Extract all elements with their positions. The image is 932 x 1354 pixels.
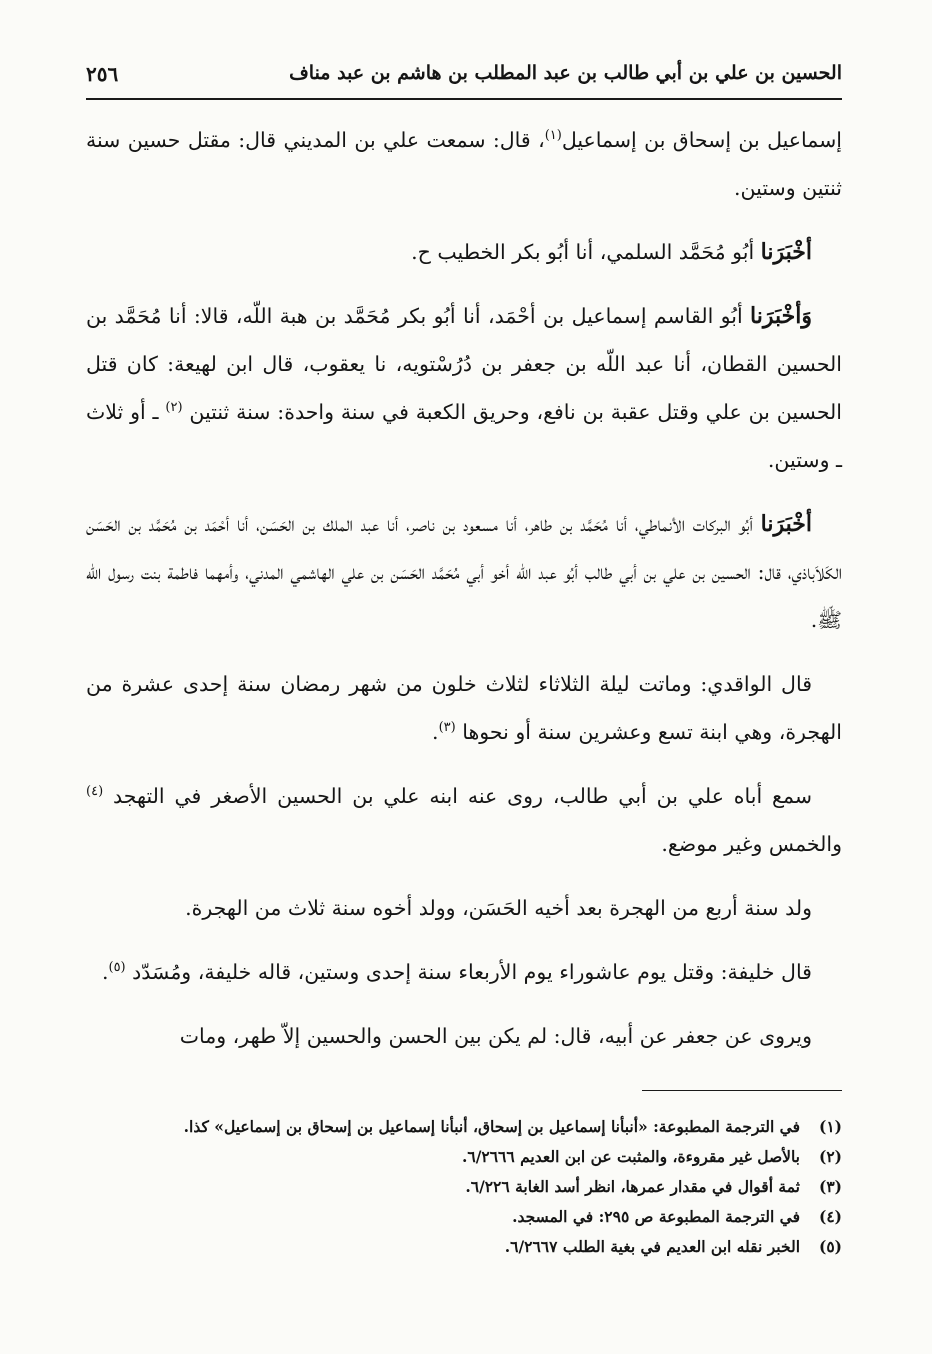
page-number: ٢٥٦ — [86, 62, 119, 86]
footnote-1 — [90, 1112, 842, 1142]
footnote-text: في الترجمة المطبوعة: «أنبأنا إسماعيل بن إسحاق، أنبأنا إسماعيل بن إسحاق بن إسماعيل» كذا. — [183, 1117, 800, 1136]
header-rule — [86, 98, 842, 100]
main-text — [86, 116, 842, 1076]
footnote-ref: (٢) — [165, 400, 183, 416]
paragraph — [86, 500, 842, 644]
text-run: ويروى عن جعفر عن أبيه، قال: لم يكن بين الحسن والحسين إلاّ طهر، ومات — [179, 1024, 812, 1048]
text-run: ـ أو ثلاث ـ وستين. — [86, 400, 842, 472]
footnote-4 — [90, 1202, 842, 1232]
footnote-number: (٣) — [818, 1177, 842, 1196]
footnote-text: ثمة أقوال في مقدار عمرها، انظر أسد الغابة ٦/٢٢٦. — [465, 1177, 800, 1196]
footnote-number: (٥) — [818, 1237, 842, 1256]
text-run: أبُو البركات الأنماطي، أنا مُحَمَّد بن طاهر، أنا مسعود بن ناصر، أنا عبد الملك بن الحَسَن، أنا أحْمَد بن مُحَمَّد بن الحَسَن الكَلاَباذي، قال: الحسين بن علي بن أبي طالب أبُو عبد اللّه أخو أبي مُحَمَّد الحَسَن بن علي الهاشمي المدني، وأمهما فاطمة بنت رسول اللّه ﷺ. — [86, 512, 842, 632]
footnote-5 — [90, 1232, 842, 1262]
footnote-ref: (٥) — [108, 960, 126, 976]
paragraph — [86, 772, 842, 868]
text-run: إسماعيل بن إسحاق بن إسماعيل — [561, 128, 842, 152]
footnote-ref: (٤) — [86, 784, 104, 800]
paragraph — [86, 228, 842, 276]
footnote-text: بالأصل غير مقروءة، والمثبت عن ابن العديم ٦/٢٦٦٦. — [462, 1147, 800, 1166]
paragraph — [86, 292, 842, 484]
footnote-ref: (٣) — [438, 720, 456, 736]
narration-keyword: وَأخْبَرَنا — [750, 303, 812, 329]
text-run: أبُو القاسم إسماعيل بن أحْمَد، أنا أبُو بكر مُحَمَّد بن هبة اللّه، قالا: أنا مُحَمَّد بن الحسين القطان، أنا عبد اللّه بن جعفر بن دُرُسْتويه، نا يعقوب، قال ابن لهيعة: كان قتل الحسين بن علي وقتل عقبة بن نافع، وحريق الكعبة في سنة واحدة: سنة ثنتين — [86, 304, 842, 424]
footnote-ref: (١) — [544, 128, 562, 144]
text-run: . — [432, 720, 439, 744]
footnote-number: (٢) — [818, 1147, 842, 1166]
text-run: سمع أباه علي بن أبي طالب، روى عنه ابنه علي بن الحسين الأصغر في التهجد — [103, 784, 812, 808]
footnote-text: في الترجمة المطبوعة ص ٢٩٥: في المسجد. — [512, 1207, 800, 1226]
text-run: ، قال: سمعت علي بن المديني قال: مقتل حسين سنة ثنتين وستين. — [86, 128, 842, 200]
text-run: ولد سنة أربع من الهجرة بعد أخيه الحَسَن، وولد أخوه سنة ثلاث من الهجرة. — [185, 896, 812, 920]
text-run: قال الواقدي: وماتت ليلة الثلاثاء لثلاث خلون من شهر رمضان سنة إحدى عشرة من الهجرة، وهي ابنة تسع وعشرين سنة أو نحوها — [86, 672, 842, 744]
text-run: أبُو مُحَمَّد السلمي، أنا أبُو بكر الخطيب ح. — [411, 240, 761, 264]
paragraph — [86, 1012, 842, 1060]
text-run: . — [101, 960, 109, 984]
paragraph — [86, 660, 842, 756]
paragraph — [86, 948, 842, 996]
footnotes — [90, 1112, 842, 1262]
footnote-rule — [642, 1090, 842, 1091]
footnote-3 — [90, 1172, 842, 1202]
running-title: الحسين بن علي بن أبي طالب بن عبد المطلب بن هاشم بن عبد مناف — [289, 62, 842, 84]
text-run: والخمس وغير موضع. — [661, 832, 842, 856]
paragraph — [86, 884, 842, 932]
paragraph — [86, 116, 842, 212]
text-run: قال خليفة: وقتل يوم عاشوراء يوم الأربعاء سنة إحدى وستين، قاله خليفة، ومُسَدّد — [125, 960, 812, 984]
page-header — [86, 60, 842, 100]
footnote-text: الخبر نقله ابن العديم في بغية الطلب ٦/٢٦٦٧. — [504, 1237, 800, 1256]
narration-keyword: أخْبَرَنا — [760, 511, 812, 537]
footnote-number: (٤) — [818, 1207, 842, 1226]
narration-keyword: أخْبَرَنا — [760, 239, 812, 265]
footnote-2 — [90, 1142, 842, 1172]
footnote-number: (١) — [818, 1117, 842, 1136]
